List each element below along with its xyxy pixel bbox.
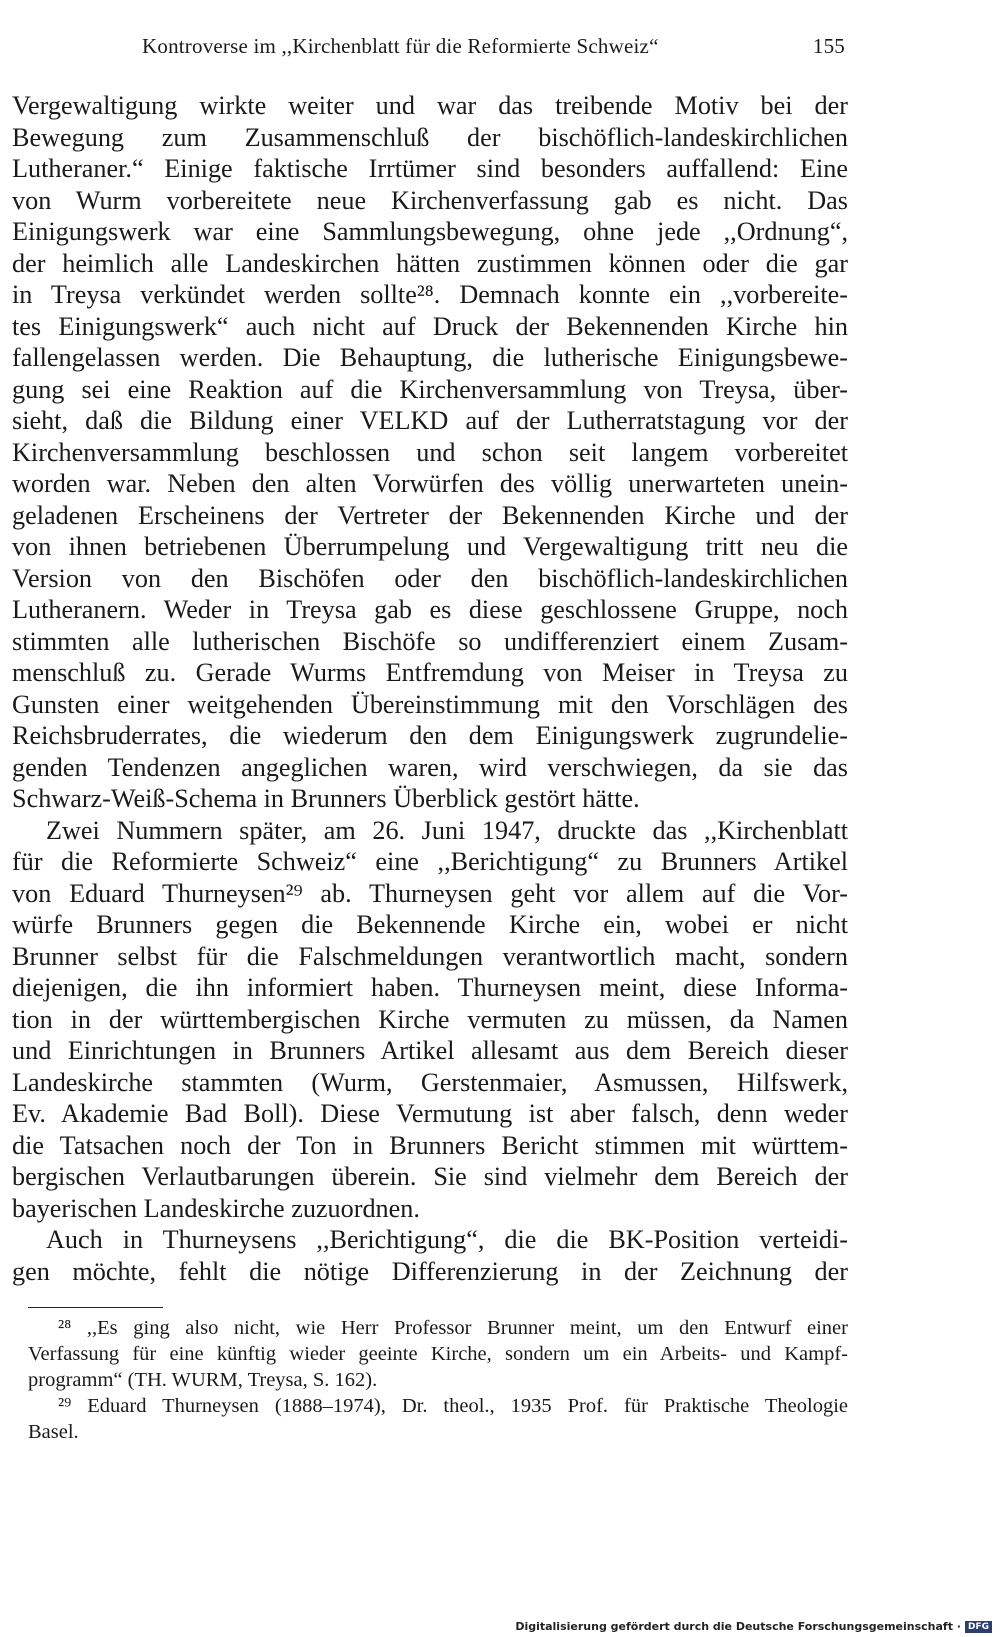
- text-line: tion in der württembergischen Kirche vermuten zu müssen, da Namen: [12, 1004, 848, 1034]
- text-line: sieht, daß die Bildung einer VELKD auf der Lutherratstagung vor der: [12, 406, 848, 435]
- text-line: Zwei Nummern später, am 26. Juni 1947, druckte das ,,Kirchenblatt: [46, 815, 848, 845]
- text-line: Bewegung zum Zusammenschluß der bischöflich-landeskirchlichen: [12, 122, 848, 152]
- running-title: Kontroverse im ,,Kirchenblatt für die Reformierte Schweiz“: [142, 34, 659, 58]
- text-line: Einigungswerk war eine Sammlungsbewegung, ohne jede ,,Ordnung“,: [12, 217, 848, 246]
- footnotes: [28, 1315, 848, 1445]
- footnote-line: ²⁹ Eduard Thurneysen (1888–1974), Dr. theol., 1935 Prof. für Praktische Theologie: [58, 1395, 848, 1417]
- footnote-line: Basel.: [28, 1421, 79, 1443]
- text-line: in Treysa verkündet werden sollte²⁸. Demnach konnte ein ,,vorbereite-: [12, 280, 848, 309]
- footnote-line: Verfassung für eine künftig wieder geeinte Kirche, sondern um ein Arbeits- und Kampf-: [28, 1343, 848, 1365]
- text-line: Gunsten einer weitgehenden Übereinstimmung mit den Vorschlägen des: [12, 689, 848, 719]
- text-line: bergischen Verlautbarungen überein. Sie sind vielmehr dem Bereich der: [12, 1162, 848, 1191]
- text-line: fallengelassen werden. Die Behauptung, die lutherische Einigungsbewe-: [12, 343, 848, 372]
- text-line: Landeskirche stammten (Wurm, Gerstenmaier, Asmussen, Hilfswerk,: [12, 1067, 848, 1097]
- text-line: von Eduard Thurneysen²⁹ ab. Thurneysen geht vor allem auf die Vor-: [12, 878, 848, 908]
- text-line: diejenigen, die ihn informiert haben. Thurneysen meint, diese Informa-: [12, 973, 848, 1002]
- text-line: stimmten alle lutherischen Bischöfe so undifferenziert einem Zusam-: [12, 626, 848, 656]
- text-line: Vergewaltigung wirkte weiter und war das treibende Motiv bei der: [12, 91, 848, 120]
- text-line: Reichsbruderrates, die wiederum den dem Einigungswerk zugrundelie-: [12, 721, 848, 750]
- text-line: Lutheranern. Weder in Treysa gab es diese geschlossene Gruppe, noch: [12, 595, 848, 624]
- text-line: für die Reformierte Schweiz“ eine ,,Berichtigung“ zu Brunners Artikel: [12, 847, 848, 876]
- text-line: tes Einigungswerk“ auch nicht auf Druck der Bekennenden Kirche hin: [12, 311, 848, 341]
- text-line: Brunner selbst für die Falschmeldungen verantwortlich macht, sondern: [12, 941, 848, 971]
- text-line: worden war. Neben den alten Vorwürfen des völlig unerwarteten unein-: [12, 469, 848, 498]
- text-line: gen möchte, fehlt die nötige Differenzierung in der Zeichnung der: [12, 1256, 848, 1286]
- footnote-separator: [28, 1307, 163, 1308]
- credit-text: Digitalisierung gefördert durch die Deutsche Forschungsgemeinschaft ·: [515, 1620, 961, 1633]
- text-line: Kirchenversammlung beschlossen und schon seit langem vorbereitet: [12, 437, 848, 467]
- body-text: [12, 90, 848, 1287]
- text-line: von Wurm vorbereitete neue Kirchenverfassung gab es nicht. Das: [12, 185, 848, 215]
- text-line: von ihnen betriebenen Überrumpelung und Vergewaltigung tritt neu die: [12, 532, 848, 561]
- text-line: würfe Brunners gegen die Bekennende Kirche ein, wobei er nicht: [12, 910, 848, 939]
- digitization-credit: [515, 1620, 992, 1633]
- text-line: Ev. Akademie Bad Boll). Diese Vermutung ist aber falsch, denn weder: [12, 1099, 848, 1128]
- footnote-line: ²⁸ ,,Es ging also nicht, wie Herr Professor Brunner meint, um den Entwurf einer: [58, 1317, 848, 1339]
- text-line: Auch in Thurneysens ,,Berichtigung“, die die BK-Position verteidi-: [46, 1225, 848, 1254]
- text-line: Version von den Bischöfen oder den bischöflich-landeskirchlichen: [12, 563, 848, 593]
- text-line: und Einrichtungen in Brunners Artikel allesamt aus dem Bereich dieser: [12, 1036, 848, 1065]
- text-line: genden Tendenzen angeglichen waren, wird verschwiegen, da sie das: [12, 752, 848, 782]
- dfg-logo-icon: DFG: [965, 1621, 992, 1633]
- text-line: bayerischen Landeskirche zuzuordnen.: [12, 1193, 420, 1223]
- text-line: Schwarz-Weiß-Schema in Brunners Überblick gestört hätte.: [12, 784, 640, 813]
- text-line: geladenen Erscheinens der Vertreter der Bekennenden Kirche und der: [12, 500, 848, 530]
- footnote-line: programm“ (TH. WURM, Treysa, S. 162).: [28, 1369, 378, 1391]
- text-line: die Tatsachen noch der Ton in Brunners Bericht stimmen mit württem-: [12, 1130, 848, 1160]
- text-line: gung sei eine Reaktion auf die Kirchenversammlung von Treysa, über-: [12, 374, 848, 404]
- text-line: menschluß zu. Gerade Wurms Entfremdung von Meiser in Treysa zu: [12, 658, 848, 687]
- text-line: der heimlich alle Landeskirchen hätten zustimmen können oder die gar: [12, 248, 848, 278]
- text-line: Lutheraner.“ Einige faktische Irrtümer sind besonders auffallend: Eine: [12, 154, 848, 183]
- page-number: 155: [812, 34, 845, 58]
